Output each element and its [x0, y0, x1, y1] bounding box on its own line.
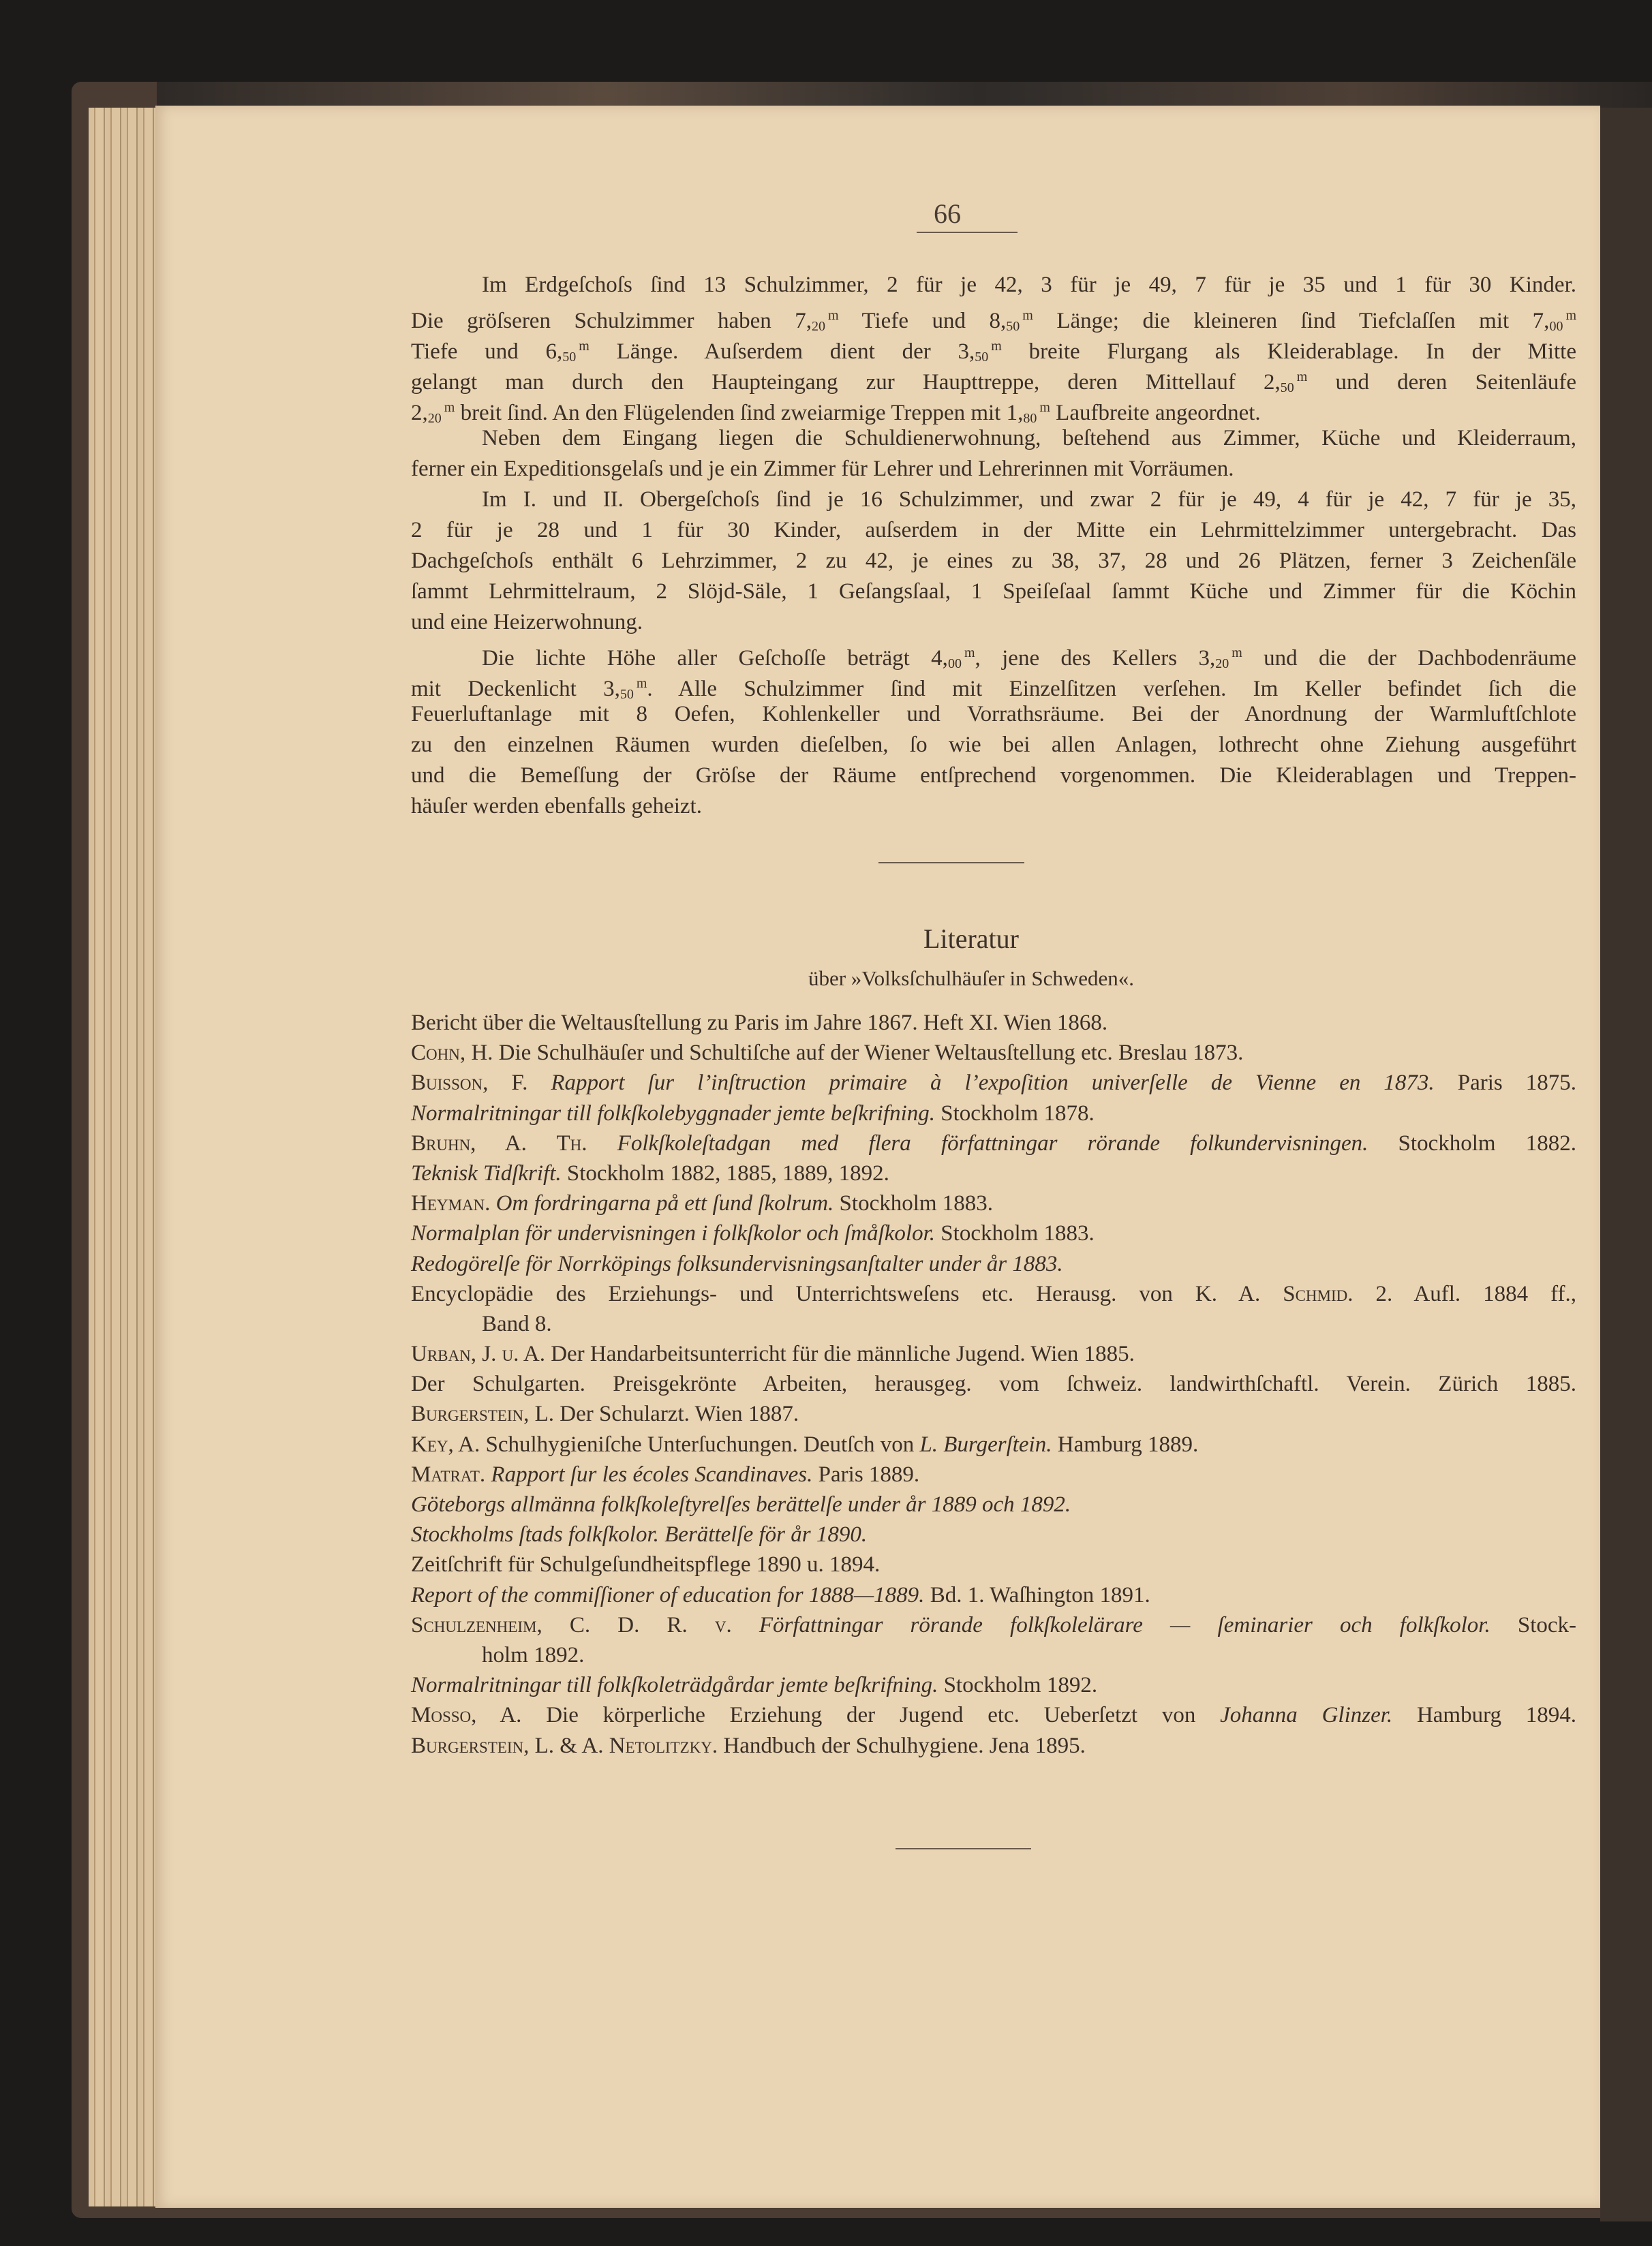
text-segment: und die Bemeſſung der Gröſse der Räume entſprechend vorgenommen. Die Kleiderablagen und Treppen-	[411, 763, 1576, 788]
text-segment: ſammt Lehrmittelraum, 2 Slöjd-Säle, 1 Geſangsſaal, 1 Speiſeſaal ſammt Küche und Zimmer für die Köchin	[411, 579, 1576, 604]
body-line	[411, 331, 1576, 365]
text-segment: Stock-	[1490, 1612, 1577, 1637]
bibliography-entry-line	[411, 1399, 1576, 1429]
bibliography-entry-line	[411, 1430, 1576, 1460]
text-segment: Der Handarbeitsunterricht für die männliche Jugend. Wien 1885.	[545, 1342, 1135, 1367]
text-segment: Der Schularzt. Wien 1887.	[554, 1402, 799, 1427]
text-segment: gelangt man durch den Haupteingang zur Haupttreppe, deren Mittellauf 2,	[411, 370, 1281, 395]
bibliography-entry-line	[411, 1128, 1576, 1158]
author-name: Cohn, H.	[411, 1041, 493, 1066]
text-segment: und eine Heizerwohnung.	[411, 610, 643, 634]
italic-title: Normalplan för undervisningen i folkſkolor och ſmåſkolor.	[411, 1221, 936, 1246]
text-segment: Tiefe und 8,	[838, 309, 1007, 333]
body-line	[411, 699, 1576, 730]
text-segment	[527, 1071, 551, 1095]
italic-title: Stockholms ſtads folkſkolor. Berättelſe för år 1890.	[411, 1522, 868, 1548]
author-name: Matrat.	[411, 1462, 486, 1487]
text-segment: 00	[1549, 319, 1563, 334]
bibliography-entry-line	[411, 1309, 1576, 1339]
body-line	[411, 454, 1576, 484]
bibliography-entry-line	[411, 1610, 1576, 1640]
italic-title: Normalritningar till folkſkolebyggnader jemte beſkrifning.	[411, 1101, 935, 1126]
text-segment: Länge. Auſserdem dient der 3,	[589, 339, 975, 364]
text-segment: mit Deckenlicht 3,	[411, 677, 620, 701]
text-segment: 20	[812, 319, 826, 334]
body-line	[411, 607, 1576, 638]
text-segment: breit ſind. An den Flügelenden ſind zweiarmige Treppen mit 1,	[455, 401, 1024, 425]
bibliography-entry-line	[411, 1218, 1576, 1248]
text-segment: Band 8.	[482, 1311, 552, 1336]
text-segment	[587, 1131, 617, 1156]
text-segment: m	[828, 308, 839, 323]
text-segment: Feuerluftanlage mit 8 Oefen, Kohlenkeller und Vorrathsräume. Bei der Anordnung der Warmluftſchlote	[411, 702, 1576, 726]
text-segment	[490, 1191, 495, 1216]
body-line	[411, 791, 1576, 822]
author-name: Urban, J. u. A.	[411, 1342, 545, 1367]
book-spine-top	[157, 82, 1652, 108]
bibliography-entry-line	[411, 1670, 1576, 1700]
text-segment: Die körperliche Erziehung der Jugend etc. Ueberſetzt von	[521, 1703, 1221, 1728]
page-number-rule	[917, 232, 1018, 233]
body-line	[411, 730, 1576, 760]
body-line	[411, 423, 1576, 454]
bibliography-entry-line	[411, 1158, 1576, 1188]
author-name: Buisson, F.	[411, 1071, 528, 1096]
author-name: Mosso, A.	[411, 1703, 522, 1728]
text-segment: Stockholm 1883.	[935, 1221, 1095, 1246]
text-segment: 2. Aufl. 1884 ff.,	[1353, 1281, 1576, 1306]
body-line	[411, 576, 1576, 607]
text-segment: ferner ein Expeditionsgelaſs und je ein Zimmer für Lehrer und Lehrerinnen mit Vorräumen.	[411, 457, 1234, 481]
text-segment: Hamburg 1894.	[1392, 1703, 1577, 1728]
bibliography-entry-line	[411, 1279, 1576, 1309]
italic-title: Författningar rörande folkſkolelärare — ſeminarier och folkſkolor.	[759, 1612, 1490, 1637]
bibliography-entry-line	[411, 1550, 1576, 1580]
text-segment: 00	[947, 656, 962, 671]
text-segment: Stockholm 1878.	[935, 1101, 1095, 1126]
italic-title: Göteborgs allmänna folkſkoleſtyrelſes berättelſe under år 1889 och 1892.	[411, 1492, 1071, 1517]
bibliography-entry-line	[411, 1700, 1576, 1730]
page-edges	[89, 108, 157, 2206]
author-name: Heyman.	[411, 1191, 491, 1216]
body-line	[411, 393, 1576, 426]
italic-title: Report of the commiſſioner of education for 1888—1889.	[411, 1582, 925, 1607]
body-line	[411, 270, 1576, 301]
text-segment: Die lichte Höhe aller Geſchoſſe beträgt 4,	[482, 646, 948, 671]
text-segment: Bericht über die Weltausſtellung zu Paris im Jahre 1867. Heft XI. Wien 1868.	[411, 1011, 1108, 1035]
text-segment: und deren Seitenläufe	[1307, 370, 1577, 395]
italic-title: Teknisk Tidſkrift.	[411, 1160, 562, 1186]
text-segment: Die gröſseren Schulzimmer haben 7,	[411, 309, 812, 333]
text-segment: zu den einzelnen Räumen wurden dieſelben, ſo wie bei allen Anlagen, lothrecht ohne Ziehung ausgeführt	[411, 733, 1576, 757]
bibliography-entry-line	[411, 1249, 1576, 1279]
bibliography-entry-line	[411, 1068, 1576, 1098]
body-line	[411, 638, 1576, 671]
body-line	[411, 362, 1576, 393]
text-segment: Paris 1889.	[812, 1462, 920, 1487]
text-segment: Bd. 1. Waſhington 1891.	[924, 1582, 1150, 1607]
text-segment: Neben dem Eingang liegen die Schuldienerwohnung, beſtehend aus Zimmer, Küche und Kleiderraum,	[482, 426, 1576, 450]
text-segment: 2 für je 28 und 1 für 30 Kinder, auſserdem in der Mitte ein Lehrmittelzimmer untergebracht. Das	[411, 518, 1576, 542]
text-segment: Die Schulhäuſer und Schultiſche auf der Wiener Weltausſtellung etc. Breslau 1873.	[493, 1041, 1244, 1066]
text-segment: 50	[975, 350, 989, 365]
text-segment: Laufbreite angeordnet.	[1050, 401, 1261, 425]
bibliography-entry-line	[411, 1369, 1576, 1399]
italic-title: L. Burgerſtein.	[919, 1432, 1052, 1457]
page-number: 66	[934, 198, 961, 229]
text-segment: 2,	[411, 401, 428, 425]
bibliography-list	[411, 1008, 1576, 1761]
text-segment: Stockholm 1882, 1885, 1889, 1892.	[561, 1160, 889, 1186]
text-segment: m	[636, 676, 647, 691]
literature-heading: Literatur	[923, 923, 1019, 954]
italic-title: Redogörelſe för Norrköpings folksundervisningsanſtalter under år 1883.	[411, 1251, 1063, 1276]
text-segment: Stockholm 1892.	[938, 1673, 1098, 1698]
text-segment: 20	[1215, 656, 1229, 671]
text-segment: Im I. und II. Obergeſchoſs ſind je 16 Schulzimmer, und zwar 2 für je 49, 4 für je 42, 7 für je 35,	[482, 487, 1576, 512]
italic-title: Rapport ſur les écoles Scandinaves.	[491, 1462, 813, 1487]
author-name: Schulzenheim, C. D. R. v.	[411, 1612, 732, 1637]
bibliography-entry-line	[411, 1188, 1576, 1218]
section-divider	[878, 862, 1024, 863]
bibliography-entry-line	[411, 1098, 1576, 1128]
bibliography-entry-line	[411, 1731, 1576, 1761]
text-segment: m	[579, 339, 590, 354]
author-name: Key, A.	[411, 1432, 480, 1457]
bibliography-entry-line	[411, 1640, 1576, 1670]
text-segment: m	[1296, 369, 1308, 384]
text-segment: Der Schulgarten. Preisgekrönte Arbeiten, herausgeg. vom ſchweiz. landwirthſchaftl. Verein. Zürich 1885.	[411, 1372, 1576, 1397]
body-line	[411, 668, 1576, 702]
text-segment: breite Flurgang als Kleiderablage. In der Mitte	[1001, 339, 1576, 364]
body-line	[411, 515, 1576, 546]
text-segment: Im Erdgeſchoſs ſind 13 Schulzimmer, 2 für je 42, 3 für je 49, 7 für je 35 und 1 für 30 Kinder.	[482, 273, 1576, 297]
bibliography-entry-line	[411, 1520, 1576, 1550]
literature-subheading: über »Volksſchulhäuſer in Schweden«.	[808, 966, 1135, 990]
author-name: Burgerstein, L.	[411, 1402, 555, 1427]
text-segment: Handbuch der Schulhygiene. Jena 1895.	[718, 1733, 1086, 1758]
text-segment: m	[1022, 308, 1033, 323]
text-segment: 50	[620, 687, 634, 702]
text-segment: m	[964, 645, 975, 660]
body-line	[411, 546, 1576, 576]
text-segment: m	[1039, 400, 1050, 415]
bibliography-entry-line	[411, 1339, 1576, 1369]
text-segment: Encyclopädie des Erziehungs- und Unterrichtsweſens etc. Herausg. von K. A.	[411, 1281, 1283, 1306]
text-segment: Stockholm 1883.	[833, 1191, 994, 1216]
text-segment: 50	[562, 350, 577, 365]
author-name: Burgerstein, L. & A. Netolitzky.	[411, 1733, 718, 1758]
text-segment: 80	[1023, 411, 1037, 426]
text-segment: 50	[1280, 380, 1294, 395]
text-segment: 20	[427, 411, 442, 426]
text-segment: Hamburg 1889.	[1052, 1432, 1199, 1457]
text-segment: Zeitſchrift für Schulgeſundheitspflege 1890 u. 1894.	[411, 1552, 881, 1578]
end-rule	[896, 1848, 1031, 1849]
text-segment	[732, 1613, 759, 1637]
italic-title: Normalritningar till folkſkoleträdgårdar jemte beſkrifning.	[411, 1673, 938, 1698]
bibliography-entry-line	[411, 1490, 1576, 1520]
italic-title: Johanna Glinzer.	[1220, 1703, 1393, 1728]
book-cover-right	[1600, 89, 1652, 2221]
body-line	[411, 760, 1576, 791]
text-segment: Schulhygieniſche Unterſuchungen. Deutſch von	[480, 1432, 920, 1457]
text-segment: , jene des Kellers 3,	[975, 646, 1216, 671]
text-segment: Stockholm 1882.	[1368, 1130, 1576, 1156]
text-segment: häuſer werden ebenfalls geheizt.	[411, 794, 702, 818]
author-name: Bruhn, A. Th.	[411, 1130, 587, 1156]
text-segment: 50	[1006, 319, 1020, 334]
text-segment: Länge; die kleineren ſind Tiefclaſſen mit 7,	[1032, 309, 1550, 333]
bibliography-entry-line	[411, 1460, 1576, 1490]
text-segment: m	[444, 400, 455, 415]
bibliography-entry-line	[411, 1580, 1576, 1610]
author-name: Schmid.	[1283, 1281, 1353, 1306]
text-segment: und die der Dachbodenräume	[1242, 646, 1576, 671]
bibliography-entry-line	[411, 1008, 1576, 1038]
text-segment: Tiefe und 6,	[411, 339, 563, 364]
body-line	[411, 301, 1576, 334]
text-segment: holm 1892.	[482, 1642, 585, 1667]
text-segment: Dachgeſchoſs enthält 6 Lehrzimmer, 2 zu 42, je eines zu 38, 37, 28 und 26 Plätzen, ferner 3 Zeichenſäle	[411, 549, 1576, 573]
text-segment: . Alle Schulzimmer ſind mit Einzelſitzen verſehen. Im Keller befindet ſich die	[647, 677, 1576, 701]
italic-title: Rapport ſur l’inſtruction primaire à l’expoſition univerſelle de Vienne en 1873.	[551, 1071, 1435, 1096]
bibliography-entry-line	[411, 1038, 1576, 1068]
text-segment: Paris 1875.	[1434, 1071, 1577, 1096]
text-segment: m	[991, 339, 1002, 354]
text-segment: m	[1565, 308, 1576, 323]
text-segment: m	[1232, 645, 1242, 660]
italic-title: Folkſkoleſtadgan med flera författningar rörande folkundervisningen.	[617, 1130, 1368, 1156]
body-line	[411, 484, 1576, 515]
italic-title: Om fordringarna på ett ſund ſkolrum.	[495, 1191, 834, 1216]
body-text	[411, 270, 1576, 822]
